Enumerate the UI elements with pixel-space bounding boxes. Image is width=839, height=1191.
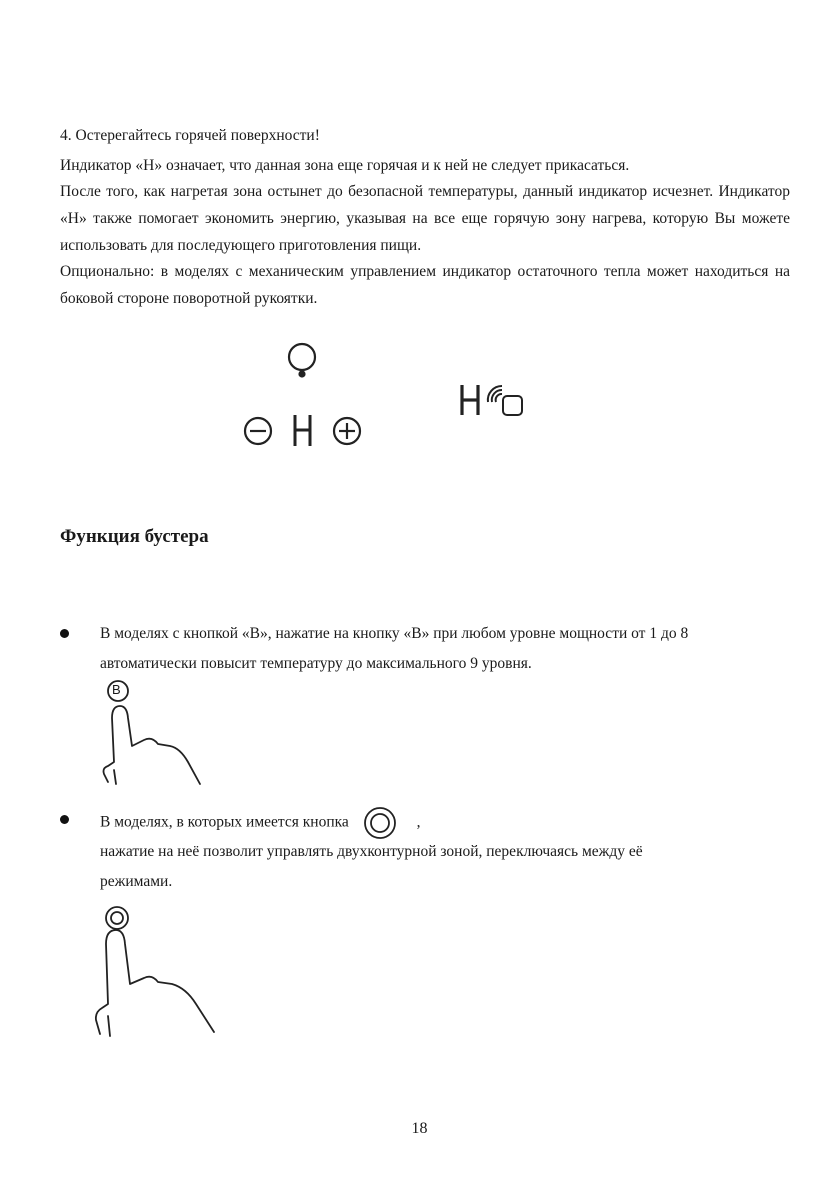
booster-heading: Функция бустера (60, 526, 209, 547)
bullet-dot (60, 629, 69, 638)
press-dual-illustration (92, 904, 222, 1039)
h-display-icon (295, 415, 310, 446)
booster-b-line2: автоматически повысит температуру до максимального 9 уровня. (100, 655, 532, 672)
bullet-dot (60, 815, 69, 824)
button-b-letter: B (112, 682, 121, 697)
dual-line1-comma: , (416, 813, 421, 831)
plus-icon (334, 418, 360, 444)
power-icon (289, 344, 315, 377)
booster-b-line1: В моделях с кнопкой «B», нажатие на кнопку «B» при любом уровне мощности от 1 до 8 (100, 625, 689, 642)
section-heading: 4. Остерегайтесь горячей поверхности! (60, 127, 320, 144)
indicator-h-line: Индикатор «H» означает, что данная зона еще горячая и к ней не следует прикасаться. (60, 157, 630, 174)
dual-line1-text: В моделях, в которых имеется кнопка (100, 813, 349, 831)
minus-icon (245, 418, 271, 444)
dual-zone-button-icon (363, 806, 397, 840)
hot-surface-icon (488, 386, 522, 415)
booster-dual-line2: нажатие на неё позволит управлять двухконтурной зоной, переключаясь между её (100, 843, 643, 860)
finger-dual-icon (96, 907, 214, 1036)
press-b-illustration (100, 678, 210, 788)
optional-paragraph: Опционально: в моделях с механическим управлением индикатор остаточного тепла может находиться на боковой стороне поворотной рукоятки. (60, 263, 790, 307)
booster-dual-line1 (100, 806, 500, 840)
h-letter-icon (462, 385, 478, 415)
page-number: 18 (411, 1120, 428, 1137)
indicator-h-paragraph: После того, как нагретая зона остынет до безопасной температуры, данный индикатор исчезнет. Индикатор «H» также помогает экономить энергию, указывая на все еще горячую зону нагрева, которую Вы можете использовать для последующего приготовления пищи. (60, 183, 790, 254)
control-panel-illustration (235, 340, 375, 455)
residual-heat-indicator (458, 380, 533, 420)
booster-dual-line3: режимами. (100, 873, 173, 890)
